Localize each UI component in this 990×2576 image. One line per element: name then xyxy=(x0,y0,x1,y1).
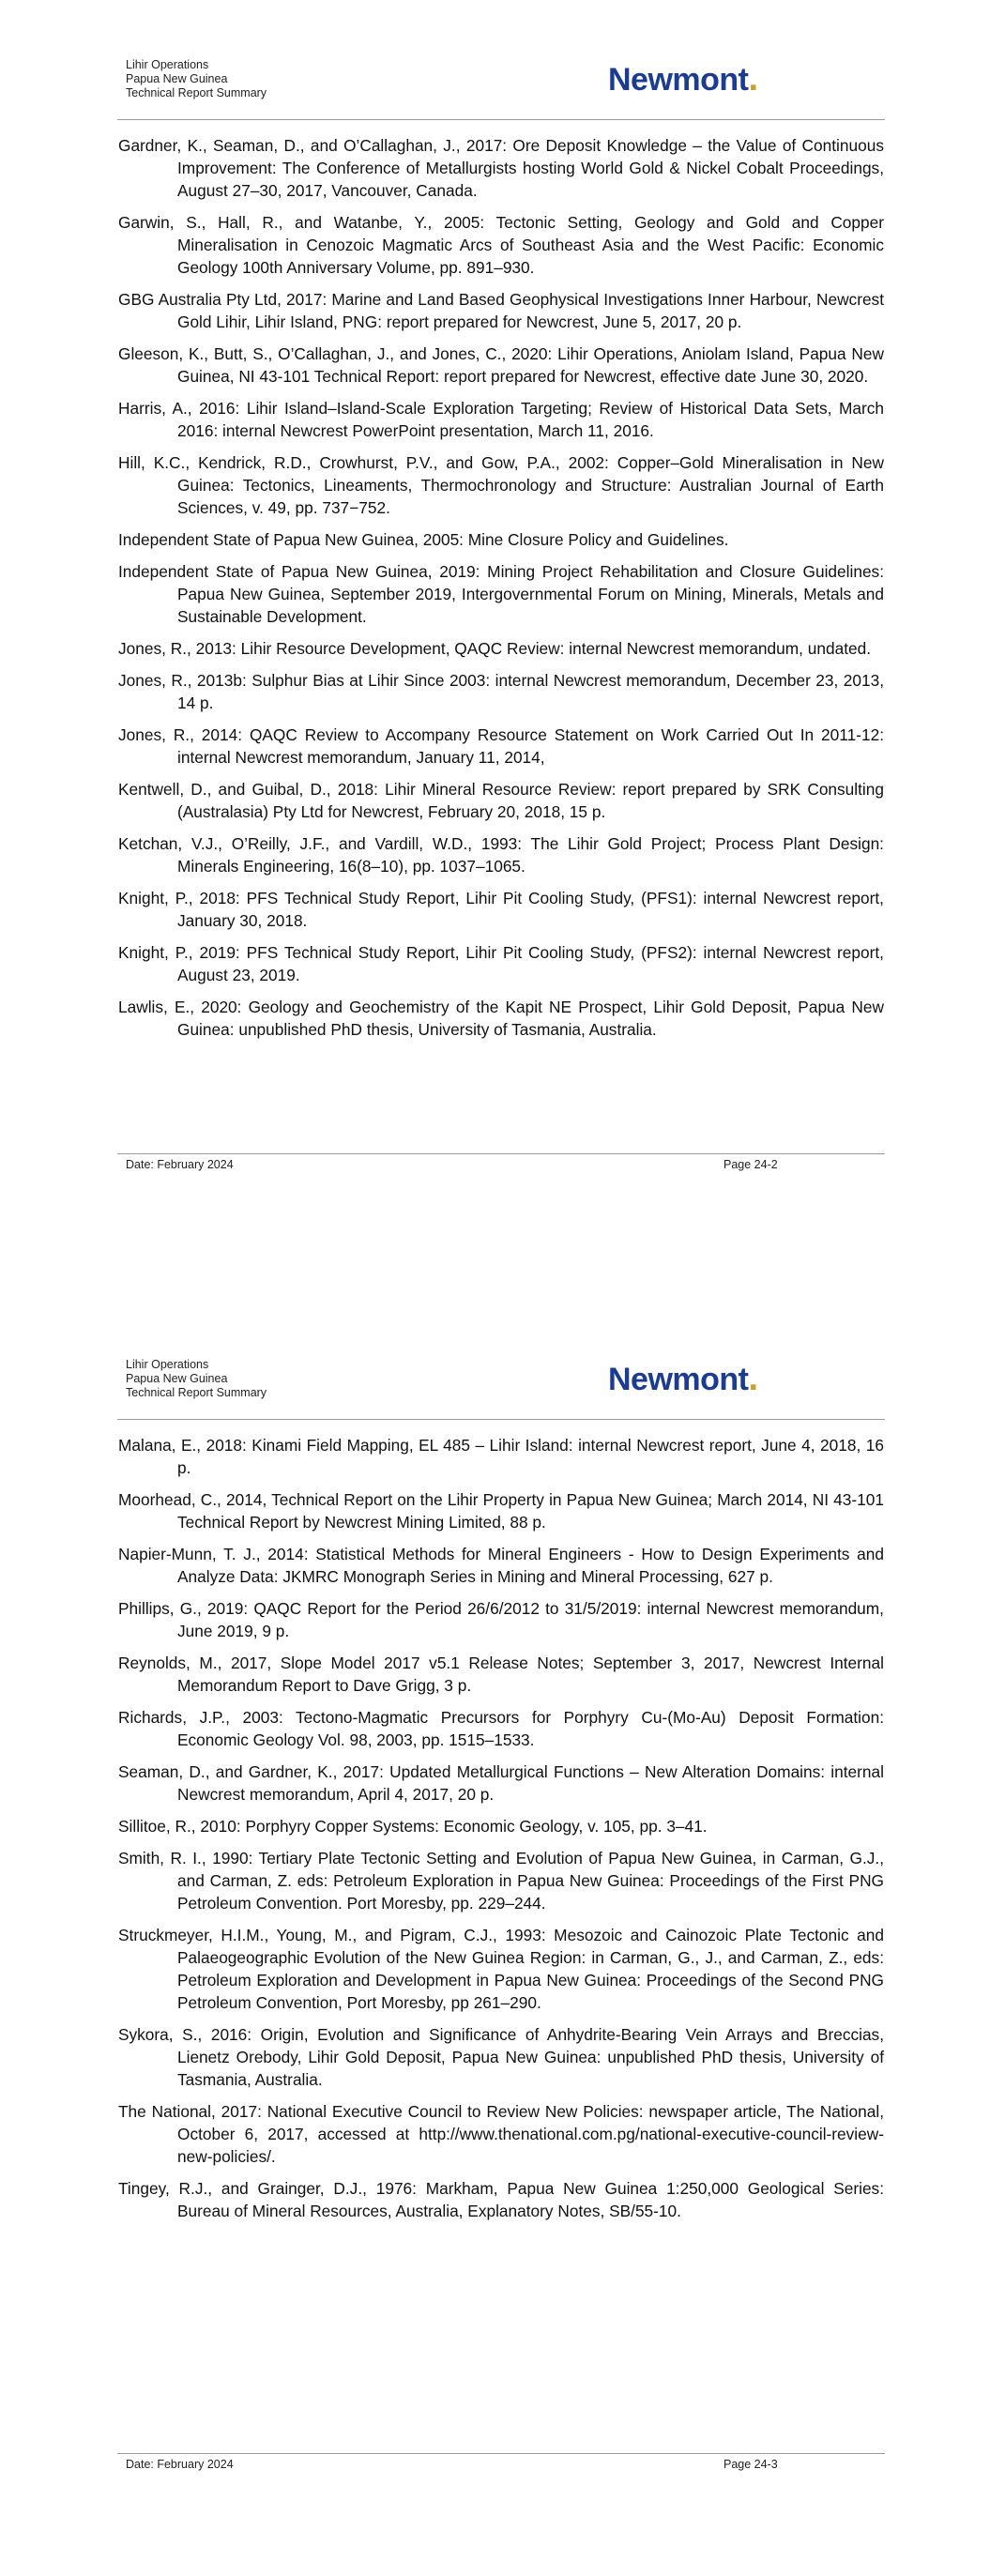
reference-entry: Smith, R. I., 1990: Tertiary Plate Tectonic Setting and Evolution of Papua New Guinea, in Carman, G.J., and Carman, Z. eds: Petroleum Exploration in Papua New Guinea: Proceedings of the First PNG Petroleum Convention. Port Moresby, pp. 229–244. xyxy=(118,1849,884,1913)
reference-entry: Independent State of Papua New Guinea, 2005: Mine Closure Policy and Guidelines. xyxy=(118,530,729,549)
footer-date: Date: February 2024 xyxy=(126,2458,234,2471)
reference-entry: Jones, R., 2013: Lihir Resource Development, QAQC Review: internal Newcrest memorandum, undated. xyxy=(118,639,872,658)
page-header xyxy=(126,1358,267,1400)
reference-entry: Jones, R., 2013b: Sulphur Bias at Lihir Since 2003: internal Newcrest memorandum, December 23, 2013, 14 p. xyxy=(118,671,884,712)
reference-entry: Independent State of Papua New Guinea, 2019: Mining Project Rehabilitation and Closure Guidelines: Papua New Guinea, September 2019, Intergovernmental Forum on Mining, Minerals, Metals and Sustainable Development. xyxy=(118,562,884,626)
page-number: Page 24-3 xyxy=(723,2458,778,2471)
logo-text: Newmont xyxy=(608,62,749,98)
footer-divider xyxy=(117,1153,885,1154)
reference-list xyxy=(118,134,884,1050)
logo-text: Newmont xyxy=(608,1362,749,1397)
reference-entry: Hill, K.C., Kendrick, R.D., Crowhurst, P.V., and Gow, P.A., 2002: Copper–Gold Mineralisation in New Guinea: Tectonics, Lineaments, Thermochronology and Structure: Australian Journal of Earth Sciences, v. 49, pp. 737−752. xyxy=(118,453,884,517)
report-page xyxy=(0,1300,990,2576)
reference-entry: Phillips, G., 2019: QAQC Report for the Period 26/6/2012 to 31/5/2019: internal Newcrest memorandum, June 2019, 9 p. xyxy=(118,1599,884,1640)
reference-entry: Napier-Munn, T. J., 2014: Statistical Methods for Mineral Engineers - How to Design Experiments and Analyze Data: JKMRC Monograph Series in Mining and Mineral Processing, 627 p. xyxy=(118,1545,884,1586)
reference-entry: Jones, R., 2014: QAQC Review to Accompany Resource Statement on Work Carried Out In 2011-12: internal Newcrest memorandum, January 11, 2014, xyxy=(118,725,884,767)
newmont-logo: Newmont. xyxy=(608,1359,758,1398)
reference-entry: GBG Australia Pty Ltd, 2017: Marine and Land Based Geophysical Investigations Inner Harbour, Newcrest Gold Lihir, Lihir Island, PNG: report prepared for Newcrest, June 5, 2017, 20 p. xyxy=(118,290,884,331)
reference-list xyxy=(118,1434,884,2232)
reference-entry: The National, 2017: National Executive Council to Review New Policies: newspaper article, The National, October 6, 2017, accessed at http://www.thenational.com.pg/national-executive-council-review-new-policies/. xyxy=(118,2102,884,2166)
page-number: Page 24-2 xyxy=(723,1158,778,1171)
report-page xyxy=(0,0,990,1276)
reference-entry: Ketchan, V.J., O’Reilly, J.F., and Vardill, W.D., 1993: The Lihir Gold Project; Process Plant Design: Minerals Engineering, 16(8–10), pp. 1037–1065. xyxy=(118,834,884,876)
header-line: Papua New Guinea xyxy=(126,1372,228,1385)
reference-entry: Gleeson, K., Butt, S., O’Callaghan, J., and Jones, C., 2020: Lihir Operations, Aniolam Island, Papua New Guinea, NI 43-101 Technical Report: report prepared for Newcrest, effective date June 30, 2020. xyxy=(118,344,884,386)
reference-entry: Reynolds, M., 2017, Slope Model 2017 v5.1 Release Notes; September 3, 2017, Newcrest Internal Memorandum Report to Dave Grigg, 3 p. xyxy=(118,1654,884,1695)
reference-entry: Garwin, S., Hall, R., and Watanbe, Y., 2005: Tectonic Setting, Geology and Gold and Copper Mineralisation in Cenozoic Magmatic Arcs of Southeast Asia and the West Pacific: Economic Geology 100th Anniversary Volume, pp. 891–930. xyxy=(118,213,884,277)
header-line: Technical Report Summary xyxy=(126,86,267,99)
reference-entry: Harris, A., 2016: Lihir Island–Island-Scale Exploration Targeting; Review of Historical Data Sets, March 2016: internal Newcrest PowerPoint presentation, March 11, 2016. xyxy=(118,399,884,440)
reference-entry: Sykora, S., 2016: Origin, Evolution and Significance of Anhydrite-Bearing Vein Arrays and Breccias, Lienetz Orebody, Lihir Gold Deposit, Papua New Guinea: unpublished PhD thesis, University of Tasmania, Australia. xyxy=(118,2025,884,2089)
reference-entry: Malana, E., 2018: Kinami Field Mapping, EL 485 – Lihir Island: internal Newcrest report, June 4, 2018, 16 p. xyxy=(118,1436,884,1477)
reference-entry: Sillitoe, R., 2010: Porphyry Copper Systems: Economic Geology, v. 105, pp. 3–41. xyxy=(118,1817,708,1836)
reference-entry: Seaman, D., and Gardner, K., 2017: Updated Metallurgical Functions – New Alteration Domains: internal Newcrest memorandum, April 4, 2017, 20 p. xyxy=(118,1762,884,1804)
reference-entry: Richards, J.P., 2003: Tectono-Magmatic Precursors for Porphyry Cu-(Mo-Au) Deposit Formation: Economic Geology Vol. 98, 2003, pp. 1515–1533. xyxy=(118,1708,884,1749)
header-divider xyxy=(117,1419,885,1420)
reference-entry: Tingey, R.J., and Grainger, D.J., 1976: Markham, Papua New Guinea 1:250,000 Geological Series: Bureau of Mineral Resources, Australia, Explanatory Notes, SB/55-10. xyxy=(118,2179,884,2220)
reference-entry: Gardner, K., Seaman, D., and O’Callaghan, J., 2017: Ore Deposit Knowledge – the Value of Continuous Improvement: The Conference of Metallurgists hosting World Gold & Nickel Cobalt Proceedings, August 27–30, 2017, Vancouver, Canada. xyxy=(118,136,884,200)
footer-date: Date: February 2024 xyxy=(126,1158,234,1171)
footer-divider xyxy=(117,2453,885,2454)
header-divider xyxy=(117,119,885,120)
page-header xyxy=(126,58,267,100)
reference-entry: Knight, P., 2018: PFS Technical Study Report, Lihir Pit Cooling Study, (PFS1): internal Newcrest report, January 30, 2018. xyxy=(118,889,884,930)
reference-entry: Struckmeyer, H.I.M., Young, M., and Pigram, C.J., 1993: Mesozoic and Cainozoic Plate Tectonic and Palaeogeographic Evolution of the New Guinea Region: in Carman, G., J., and Carman, Z., eds: Petroleum Exploration and Development in Papua New Guinea: Proceedings of the Second PNG Petroleum Convention, Port Moresby, pp 261–290. xyxy=(118,1926,884,2012)
header-line: Lihir Operations xyxy=(126,58,209,71)
reference-entry: Moorhead, C., 2014, Technical Report on the Lihir Property in Papua New Guinea; March 2014, NI 43-101 Technical Report by Newcrest Mining Limited, 88 p. xyxy=(118,1490,884,1532)
header-line: Lihir Operations xyxy=(126,1358,209,1371)
header-line: Technical Report Summary xyxy=(126,1386,267,1399)
reference-entry: Knight, P., 2019: PFS Technical Study Report, Lihir Pit Cooling Study, (PFS2): internal Newcrest report, August 23, 2019. xyxy=(118,943,884,984)
reference-entry: Lawlis, E., 2020: Geology and Geochemistry of the Kapit NE Prospect, Lihir Gold Deposit, Papua New Guinea: unpublished PhD thesis, University of Tasmania, Australia. xyxy=(118,998,884,1039)
header-line: Papua New Guinea xyxy=(126,72,228,85)
reference-entry: Kentwell, D., and Guibal, D., 2018: Lihir Mineral Resource Review: report prepared by SRK Consulting (Australasia) Pty Ltd for Newcrest, February 20, 2018, 15 p. xyxy=(118,780,884,821)
newmont-logo: Newmont. xyxy=(608,59,758,99)
